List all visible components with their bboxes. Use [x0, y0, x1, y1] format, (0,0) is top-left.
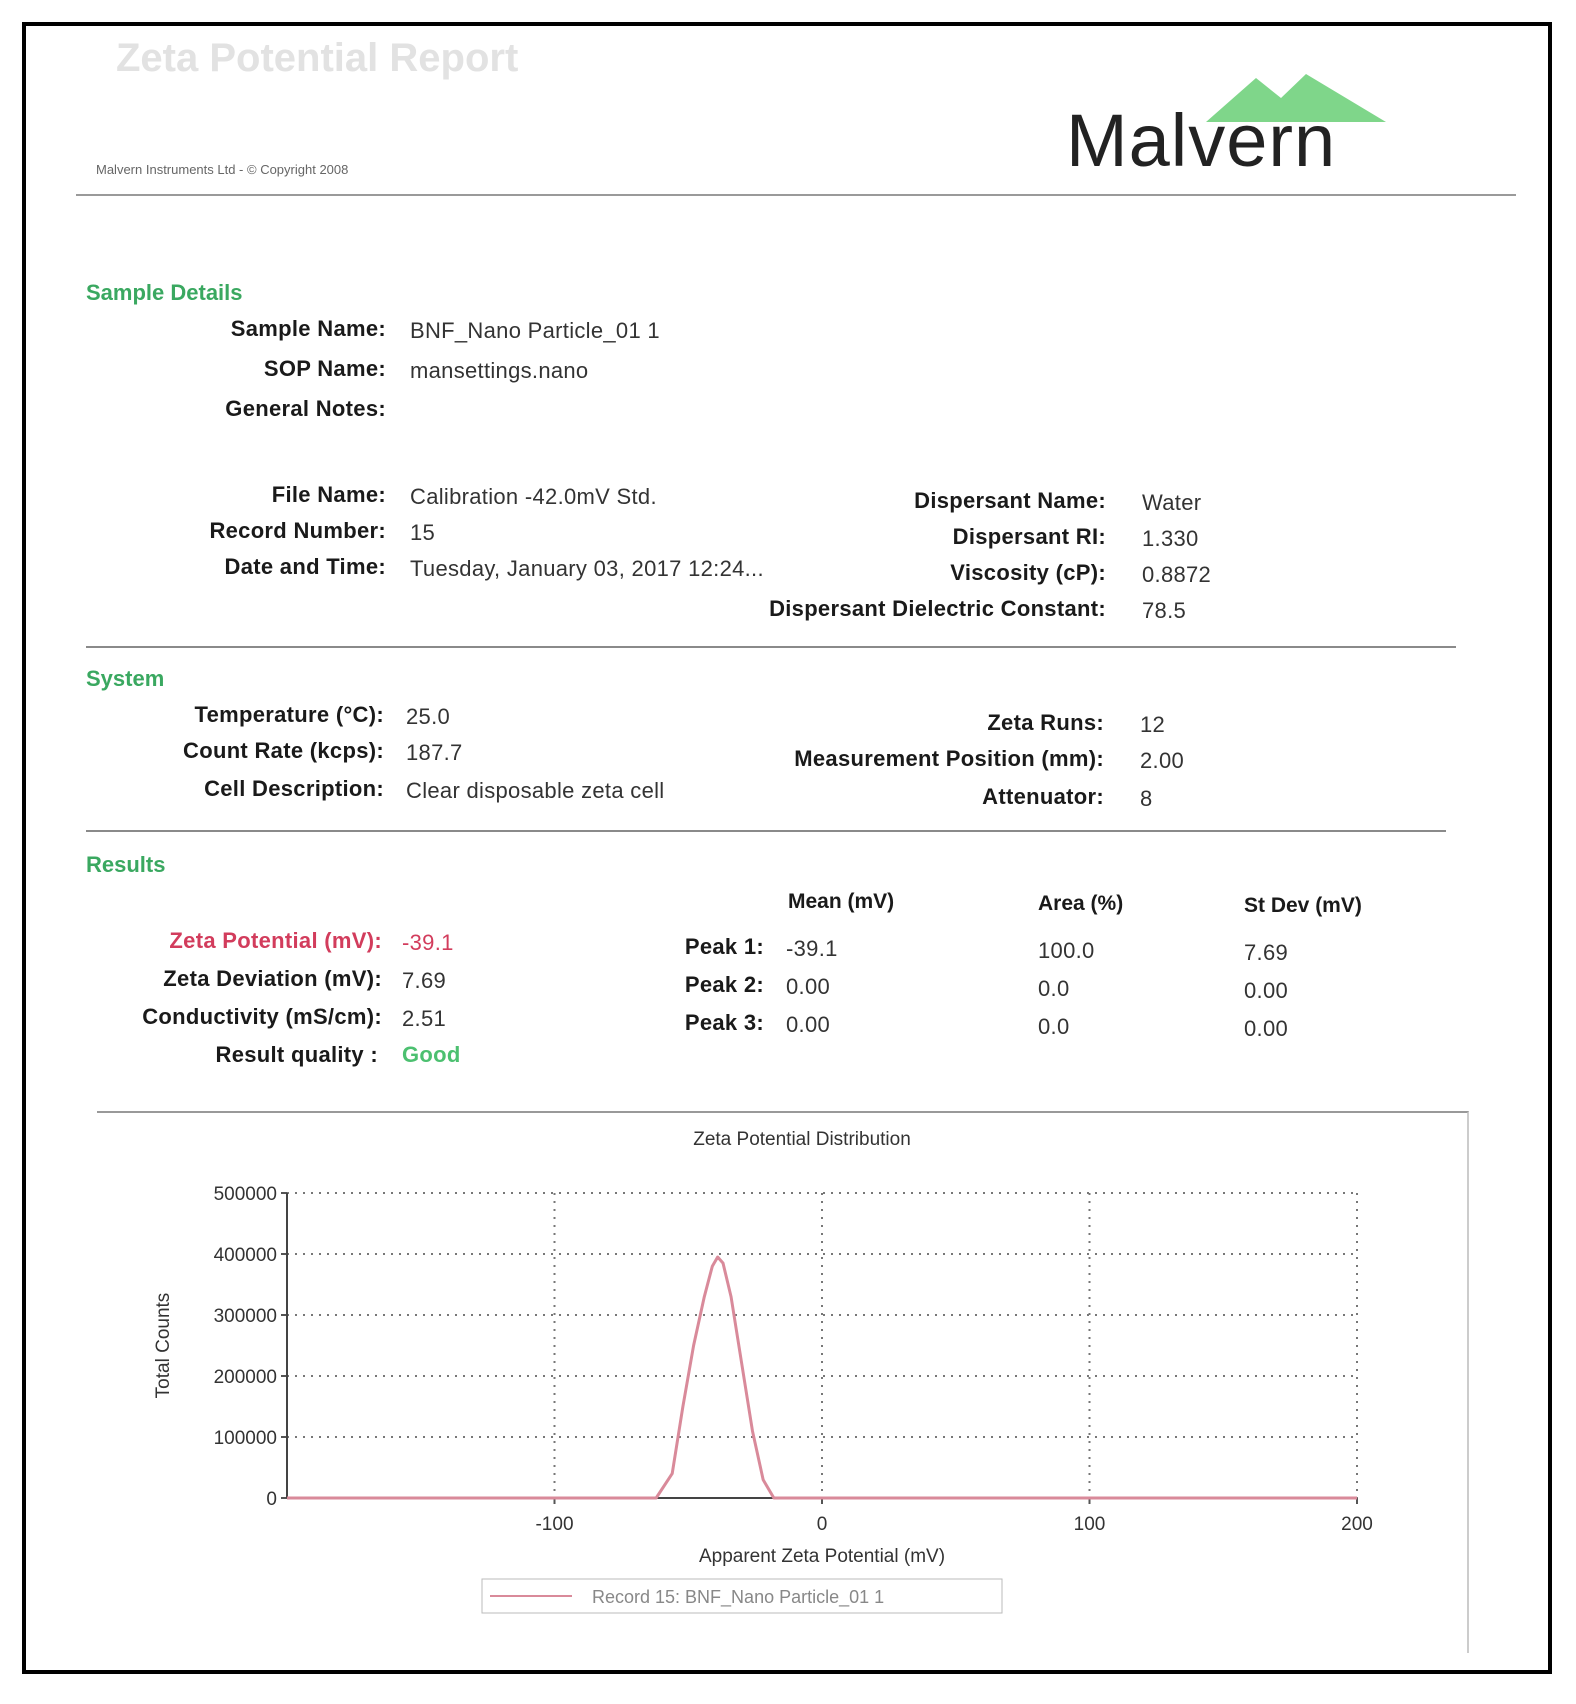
area-column-header: Area (%): [1038, 892, 1124, 915]
zeta-distribution-chart: [97, 1111, 1469, 1653]
zeta-runs-label: Zeta Runs:: [987, 710, 1104, 735]
conductivity-label: Conductivity (mS/cm):: [142, 1004, 382, 1029]
peak1-label: Peak 1:: [684, 934, 764, 959]
peak2-area: 0.0: [1038, 976, 1070, 1001]
result-quality-label: Result quality :: [215, 1042, 378, 1067]
peak2-stdev: 0.00: [1244, 978, 1289, 1003]
sample-divider: [86, 646, 1456, 648]
dispersant-name-value: Water: [1142, 490, 1202, 515]
attenuator-label: Attenuator:: [982, 784, 1104, 809]
viscosity-label: Viscosity (cP):: [950, 560, 1106, 585]
temperature-value: 25.0: [406, 704, 451, 729]
x-axis-label: Apparent Zeta Potential (mV): [698, 1546, 946, 1567]
legend-label: Record 15: BNF_Nano Particle_01 1: [592, 1587, 885, 1607]
peak3-label: Peak 3:: [684, 1010, 764, 1035]
sop-name-value: mansettings.nano: [410, 358, 589, 383]
record-number-value: 15: [410, 520, 436, 545]
viscosity-value: 0.8872: [1142, 562, 1212, 587]
chart-svg: [97, 1113, 1463, 1649]
y-tick-label: 500000: [213, 1184, 277, 1205]
measurement-position-value: 2.00: [1140, 748, 1185, 773]
report-page: [22, 22, 1552, 1674]
zeta-runs-value: 12: [1140, 712, 1166, 737]
zeta-deviation-label: Zeta Deviation (mV):: [163, 966, 382, 991]
header-divider: [76, 194, 1516, 196]
stdev-column-header: St Dev (mV): [1244, 894, 1362, 917]
conductivity-value: 2.51: [402, 1006, 447, 1031]
count-rate-value: 187.7: [406, 740, 463, 765]
y-tick-label: 200000: [213, 1367, 277, 1388]
x-tick-label: -100: [535, 1514, 574, 1535]
system-divider: [86, 830, 1446, 832]
peak2-label: Peak 2:: [684, 972, 764, 997]
dielectric-constant-value: 78.5: [1142, 598, 1187, 623]
peak2-mean: 0.00: [786, 974, 831, 999]
zeta-potential-value: -39.1: [402, 930, 454, 955]
file-name-value: Calibration -42.0mV Std.: [410, 484, 657, 509]
malvern-logo: [1066, 50, 1506, 190]
date-time-value: Tuesday, January 03, 2017 12:24...: [410, 556, 764, 581]
dispersant-name-label: Dispersant Name:: [914, 488, 1106, 513]
dispersant-ri-value: 1.330: [1142, 526, 1199, 551]
general-notes-label: General Notes:: [225, 396, 386, 421]
attenuator-value: 8: [1140, 786, 1153, 811]
temperature-label: Temperature (°C):: [194, 702, 384, 727]
count-rate-label: Count Rate (kcps):: [183, 738, 384, 763]
sample-name-value: BNF_Nano Particle_01 1: [410, 318, 660, 343]
logo-text: Malvern: [1066, 99, 1337, 182]
x-tick-label: 0: [816, 1514, 828, 1535]
mean-column-header: Mean (mV): [788, 890, 895, 913]
chart-title: Zeta Potential Distribution: [693, 1129, 911, 1150]
y-tick-label: 100000: [213, 1428, 277, 1449]
x-tick-label: 100: [1073, 1514, 1106, 1535]
record-number-label: Record Number:: [209, 518, 386, 543]
y-tick-label: 400000: [213, 1245, 277, 1266]
peak1-stdev: 7.69: [1244, 940, 1289, 965]
y-axis-label: Total Counts: [153, 1292, 174, 1399]
zeta-deviation-value: 7.69: [402, 968, 447, 993]
result-quality-value: Good: [402, 1042, 461, 1067]
x-tick-label: 200: [1341, 1514, 1373, 1535]
dispersant-ri-label: Dispersant RI:: [952, 524, 1106, 549]
peak3-area: 0.0: [1038, 1014, 1070, 1039]
copyright-text: Malvern Instruments Ltd - © Copyright 2008: [96, 162, 349, 177]
date-time-label: Date and Time:: [224, 554, 386, 579]
file-name-label: File Name:: [271, 482, 386, 507]
results-heading: Results: [86, 852, 166, 877]
cell-description-label: Cell Description:: [204, 776, 384, 801]
cell-description-value: Clear disposable zeta cell: [406, 778, 665, 803]
zeta-potential-label: Zeta Potential (mV):: [169, 928, 382, 953]
report-title: Zeta Potential Report: [116, 36, 519, 80]
dielectric-constant-label: Dispersant Dielectric Constant:: [769, 596, 1106, 621]
y-tick-label: 0: [266, 1489, 277, 1510]
peak1-mean: -39.1: [786, 936, 838, 961]
sample-details-heading: Sample Details: [86, 280, 243, 305]
measurement-position-label: Measurement Position (mm):: [794, 746, 1104, 771]
system-heading: System: [86, 666, 165, 691]
peak1-area: 100.0: [1038, 938, 1095, 963]
peak3-stdev: 0.00: [1244, 1016, 1289, 1041]
y-tick-label: 300000: [213, 1306, 277, 1327]
sample-name-label: Sample Name:: [230, 316, 386, 341]
peak3-mean: 0.00: [786, 1012, 831, 1037]
sop-name-label: SOP Name:: [263, 356, 386, 381]
